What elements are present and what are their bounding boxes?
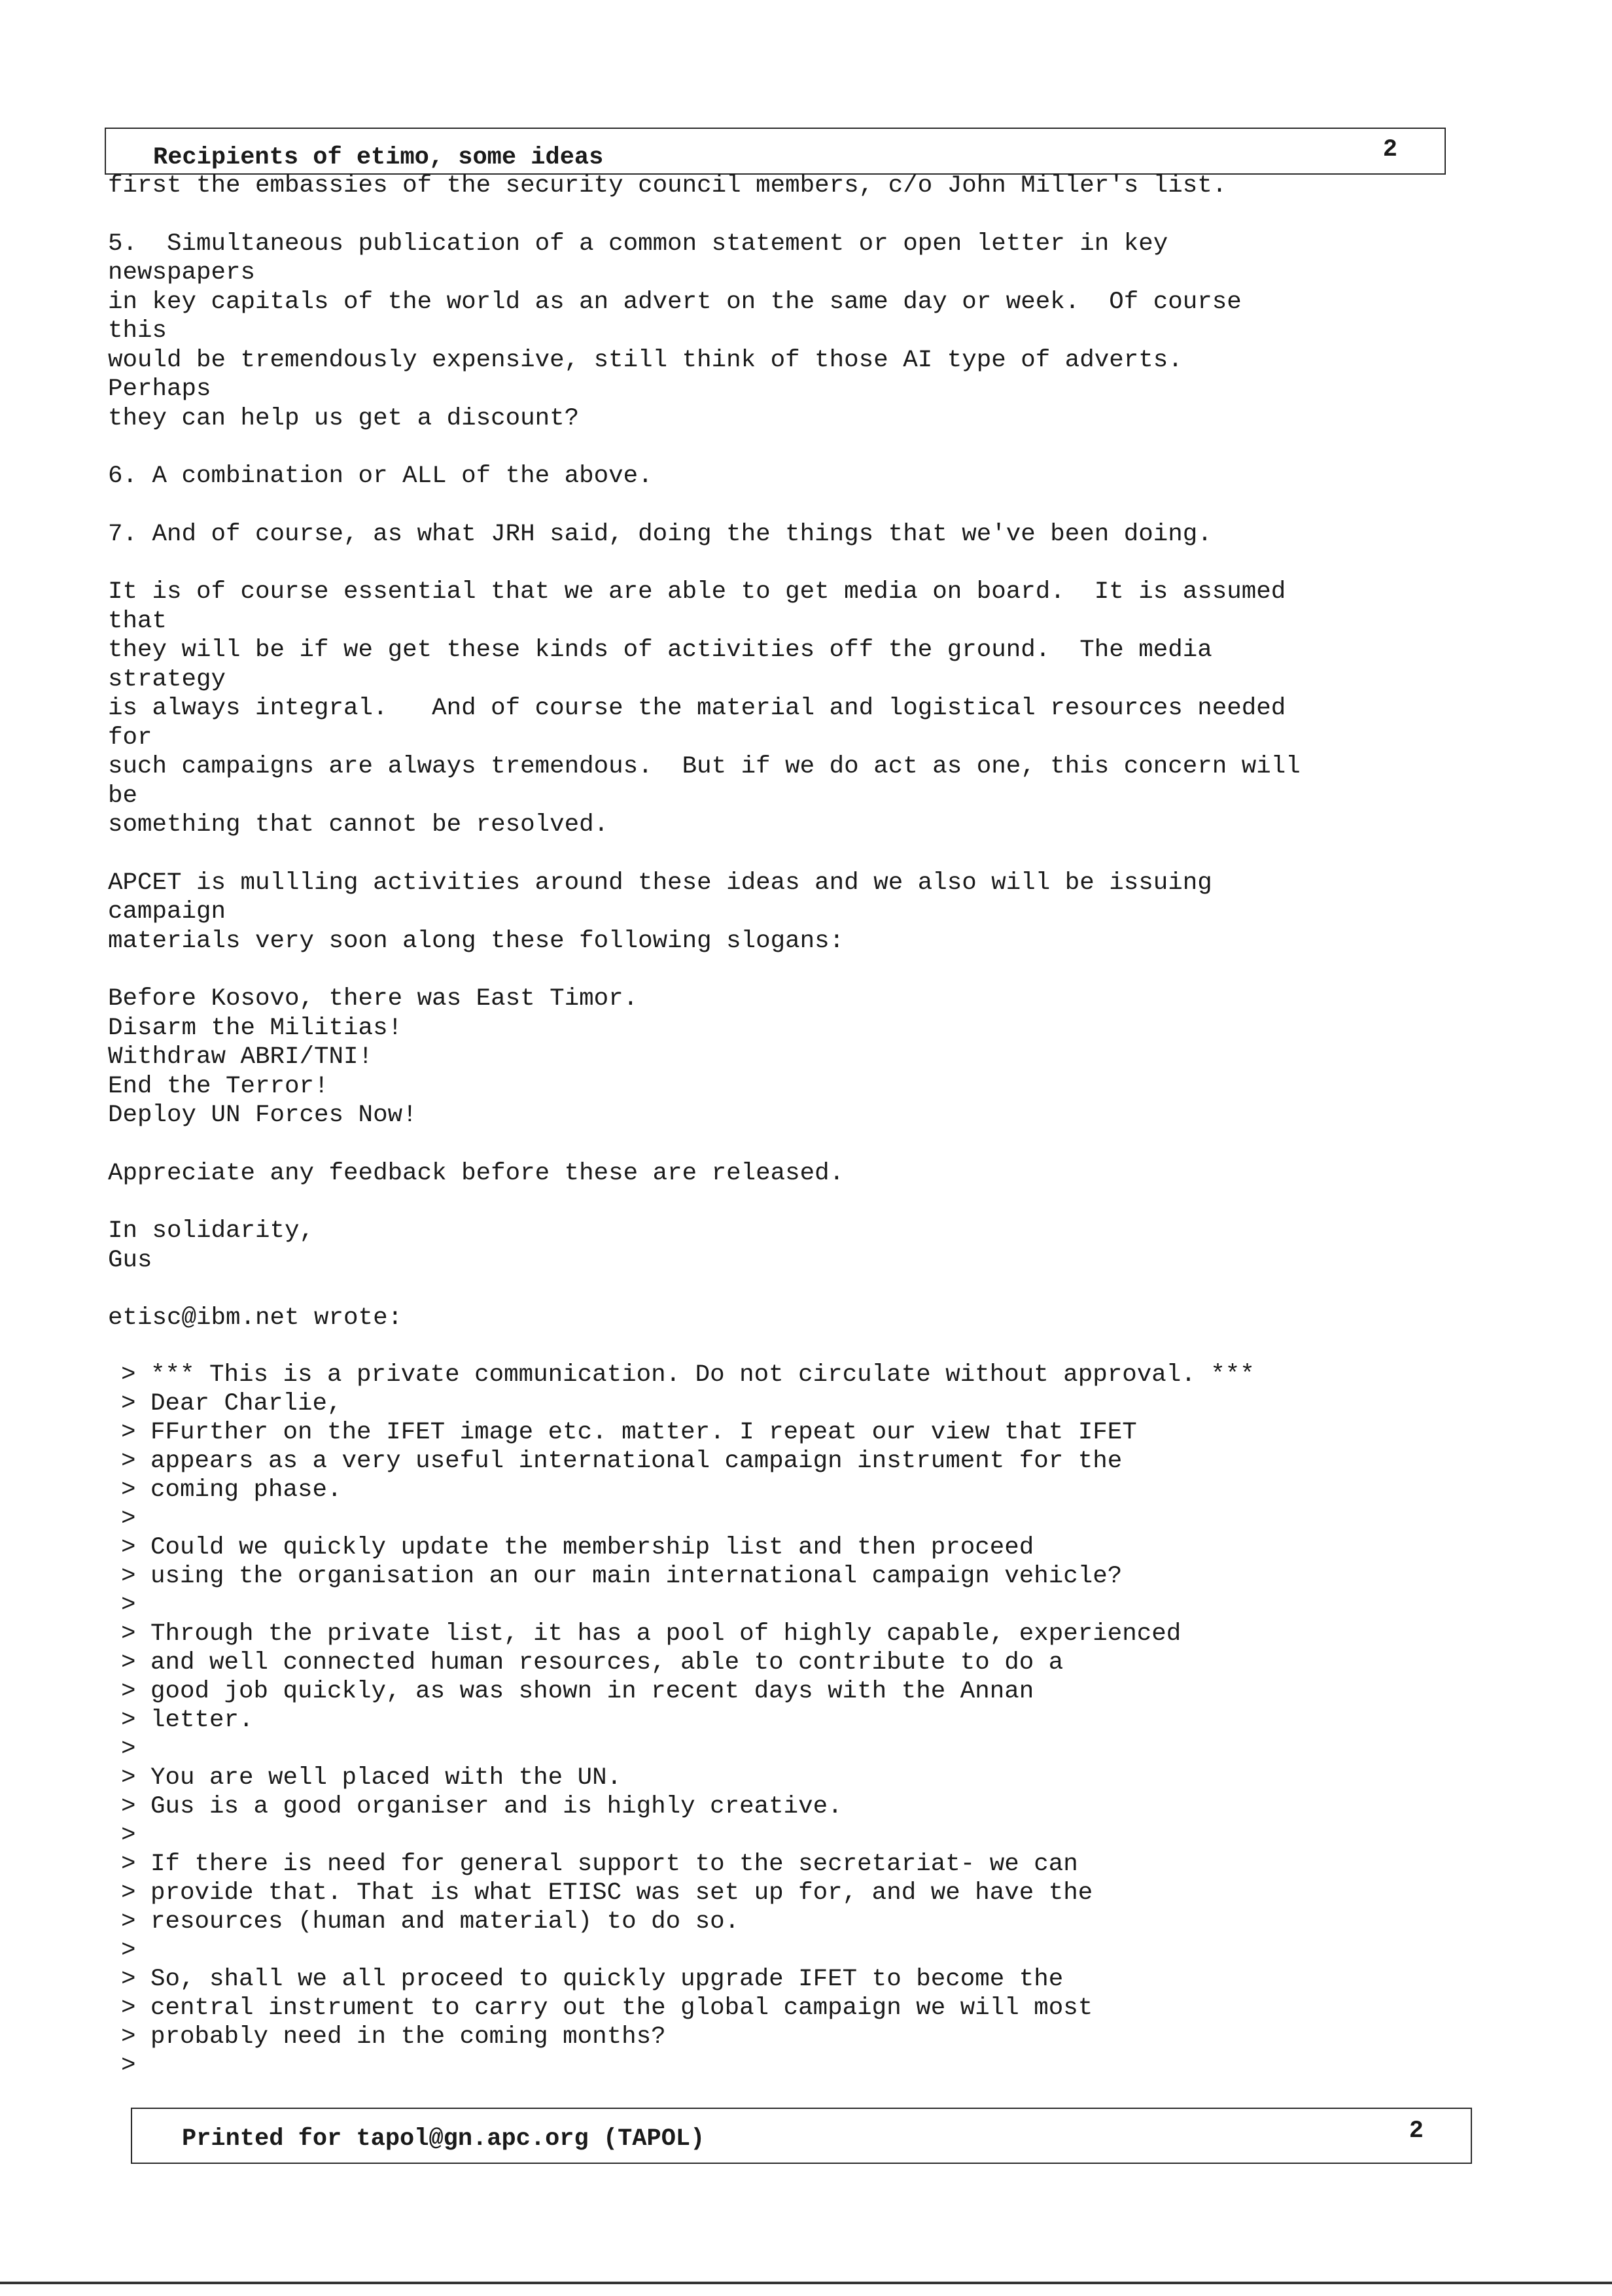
body-line: Perhaps bbox=[108, 375, 211, 403]
body-line: 7. And of course, as what JRH said, doing the things that we've been doing. bbox=[108, 520, 1212, 548]
blank-line bbox=[108, 1130, 1586, 1159]
quoted-line: > bbox=[121, 1937, 136, 1964]
quoted-line: > provide that. That is what ETISC was set up for, and we have the bbox=[121, 1879, 1093, 1907]
blank-line bbox=[108, 201, 1586, 230]
page-footer bbox=[131, 2108, 1472, 2164]
quoted-line: > *** This is a private communication. Do not circulate without approval. *** bbox=[121, 1361, 1255, 1389]
body-line: first the embassies of the security council members, c/o John Miller's list. bbox=[108, 172, 1227, 200]
body-line: APCET is mullling activities around these ideas and we also will be issuing bbox=[108, 869, 1212, 897]
body-line: be bbox=[108, 782, 138, 810]
quoted-line: > You are well placed with the UN. bbox=[121, 1764, 622, 1792]
body-line: for bbox=[108, 723, 152, 752]
quoted-line: > So, shall we all proceed to quickly upgrade IFET to become the bbox=[121, 1966, 1064, 1993]
body-line: Withdraw ABRI/TNI! bbox=[108, 1043, 374, 1071]
quoted-line: > If there is need for general support to the secretariat- we can bbox=[121, 1851, 1078, 1878]
blank-line bbox=[108, 1188, 1586, 1217]
body-line: Appreciate any feedback before these are released. bbox=[108, 1159, 845, 1187]
body-line: in key capitals of the world as an advert on the same day or week. Of course bbox=[108, 288, 1242, 316]
quoted-line: > coming phase. bbox=[121, 1476, 342, 1504]
blank-line bbox=[108, 491, 1586, 520]
quoted-line: > bbox=[121, 1822, 136, 1849]
body-line: Gus bbox=[108, 1246, 152, 1274]
body-line: campaign bbox=[108, 898, 226, 926]
body-line: is always integral. And of course the material and logistical resources needed bbox=[108, 695, 1286, 722]
body-line: Deploy UN Forces Now! bbox=[108, 1102, 417, 1129]
quoted-line: > Could we quickly update the membership list and then proceed bbox=[121, 1534, 1034, 1561]
quoted-line: > bbox=[121, 1735, 136, 1763]
header-title: Recipients of etimo, some ideas bbox=[153, 144, 604, 171]
body-line: 6. A combination or ALL of the above. bbox=[108, 462, 653, 490]
footer-title: Printed for tapol@gn.apc.org (TAPOL) bbox=[182, 2125, 705, 2153]
body-line: In solidarity, bbox=[108, 1217, 315, 1245]
blank-line bbox=[108, 433, 1586, 462]
quoted-line: > bbox=[121, 1505, 136, 1533]
quoted-line: > and well connected human resources, able to contribute to do a bbox=[121, 1649, 1064, 1677]
body-line: strategy bbox=[108, 665, 226, 693]
body-line: Before Kosovo, there was East Timor. bbox=[108, 985, 639, 1013]
body-line: Disarm the Militias! bbox=[108, 1014, 403, 1042]
quoted-line: > Dear Charlie, bbox=[121, 1390, 342, 1418]
quoted-line: > appears as a very useful international campaign instrument for the bbox=[121, 1448, 1123, 1475]
quoted-line: > using the organisation an our main international campaign vehicle? bbox=[121, 1563, 1123, 1590]
body-line: that bbox=[108, 607, 167, 635]
body-line: materials very soon along these following slogans: bbox=[108, 927, 845, 955]
body-line: such campaigns are always tremendous. But if we do act as one, this concern will bbox=[108, 753, 1301, 780]
quoted-line: > letter. bbox=[121, 1707, 254, 1734]
body-line: newspapers bbox=[108, 259, 256, 287]
body-line: they will be if we get these kinds of activities off the ground. The media bbox=[108, 636, 1212, 664]
blank-line bbox=[108, 1275, 1586, 1304]
body-line: 5. Simultaneous publication of a common statement or open letter in key bbox=[108, 230, 1168, 258]
body-line: etisc@ibm.net wrote: bbox=[108, 1304, 403, 1332]
body-line: something that cannot be resolved. bbox=[108, 811, 609, 839]
quoted-line: > central instrument to carry out the global campaign we will most bbox=[121, 1994, 1093, 2022]
blank-line bbox=[108, 840, 1586, 869]
email-body bbox=[108, 171, 1586, 1333]
body-line: It is of course essential that we are able to get media on board. It is assumed bbox=[108, 578, 1286, 606]
body-line: this bbox=[108, 317, 167, 345]
quoted-message bbox=[121, 1361, 1560, 2080]
quoted-line: > Gus is a good organiser and is highly creative. bbox=[121, 1793, 843, 1820]
quoted-line: > probably need in the coming months? bbox=[121, 2023, 666, 2051]
header-page-number: 2 bbox=[1382, 136, 1397, 164]
quoted-line: > bbox=[121, 1592, 136, 1619]
body-line: End the Terror! bbox=[108, 1072, 329, 1100]
blank-line bbox=[108, 956, 1586, 984]
body-line: they can help us get a discount? bbox=[108, 404, 580, 432]
scan-edge-rule bbox=[0, 2282, 1612, 2284]
page-header bbox=[105, 128, 1446, 175]
blank-line bbox=[108, 549, 1586, 578]
quoted-line: > FFurther on the IFET image etc. matter. I repeat our view that IFET bbox=[121, 1419, 1137, 1446]
quoted-line: > Through the private list, it has a pool of highly capable, experienced bbox=[121, 1620, 1182, 1648]
body-line: would be tremendously expensive, still think of those AI type of adverts. bbox=[108, 346, 1183, 374]
quoted-line: > good job quickly, as was shown in recent days with the Annan bbox=[121, 1678, 1034, 1705]
quoted-line: > bbox=[121, 2052, 136, 2079]
footer-page-number: 2 bbox=[1409, 2117, 1424, 2145]
quoted-line: > resources (human and material) to do so. bbox=[121, 1908, 740, 1936]
